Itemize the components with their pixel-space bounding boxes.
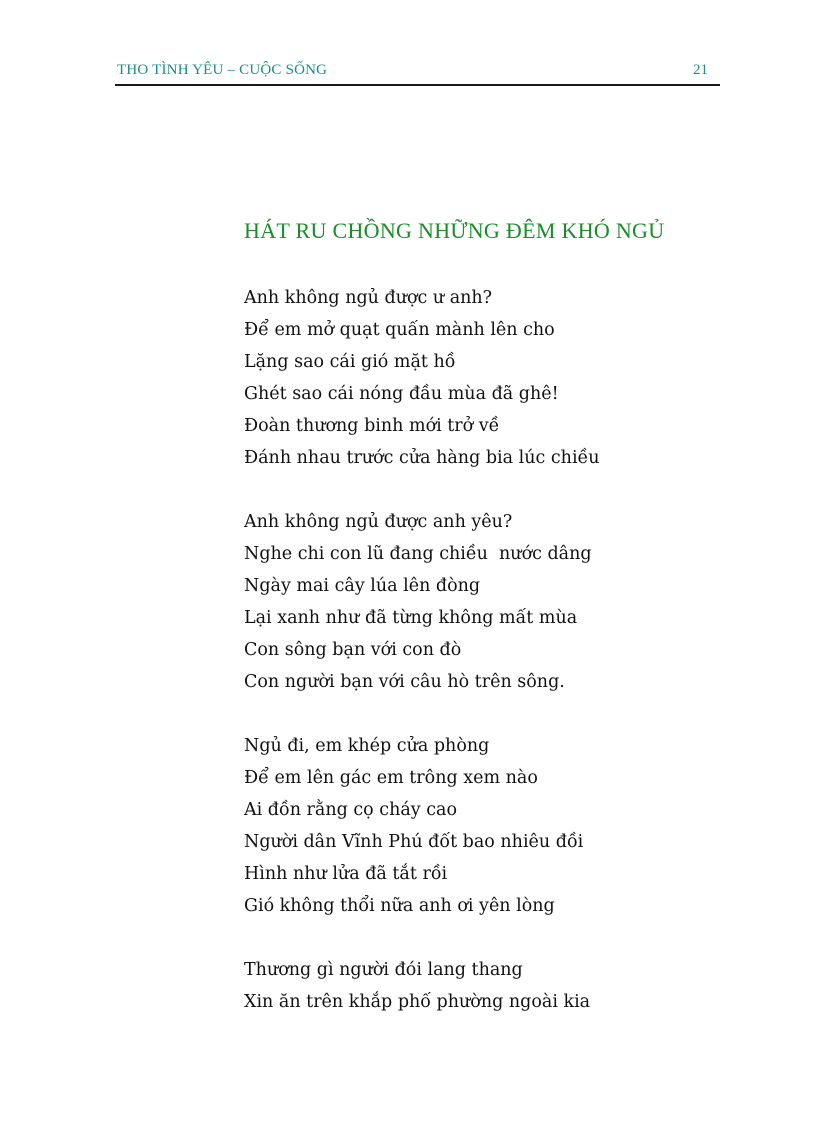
poem-line: Con sông bạn với con đò [244,640,462,660]
stanza [244,730,764,922]
page-number: 21 [693,62,708,78]
poem-line: Để em mở quạt quấn mành lên cho [244,320,555,340]
poem-line: Ngày mai cây lúa lên đòng [244,576,481,596]
poem-line: Anh không ngủ được ư anh? [244,288,493,308]
poem-line: Nghe chi con lũ đang chiều nước dâng [244,544,592,564]
poem-line: Ngủ đi, em khép cửa phòng [244,736,490,756]
poem-line: Ai đồn rằng cọ cháy cao [244,800,457,820]
poem-line: Đoàn thương binh mới trở về [244,416,500,436]
poem-line: Để em lên gác em trông xem nào [244,768,538,788]
poem [244,218,764,1050]
poem-line: Đánh nhau trước cửa hàng bia lúc chiều [244,448,600,468]
poem-title: HÁT RU CHỒNG NHỮNG ĐÊM KHÓ NGỦ [244,218,665,243]
poem-line: Con người bạn với câu hò trên sông. [244,672,565,692]
stanza [244,954,764,1018]
poem-line: Lại xanh như đã từng không mất mùa [244,608,578,628]
poem-line: Xin ăn trên khắp phố phường ngoài kia [244,992,591,1012]
poem-line: Ghét sao cái nóng đầu mùa đã ghê! [244,384,559,404]
stanza [244,506,764,698]
poem-line: Anh không ngủ được anh yêu? [244,512,513,532]
poem-line: Người dân Vĩnh Phú đốt bao nhiêu đồi [244,832,584,852]
header-title: THO TÌNH YÊU – CUỘC SỐNG [117,62,328,78]
poem-line: Thương gì người đói lang thang [244,960,523,980]
stanza [244,282,764,474]
poem-line: Hình như lửa đã tắt rồi [244,864,448,884]
poem-line: Lặng sao cái gió mặt hồ [244,352,456,372]
running-header [115,58,720,86]
poem-line: Gió không thổi nữa anh ơi yên lòng [244,896,555,916]
